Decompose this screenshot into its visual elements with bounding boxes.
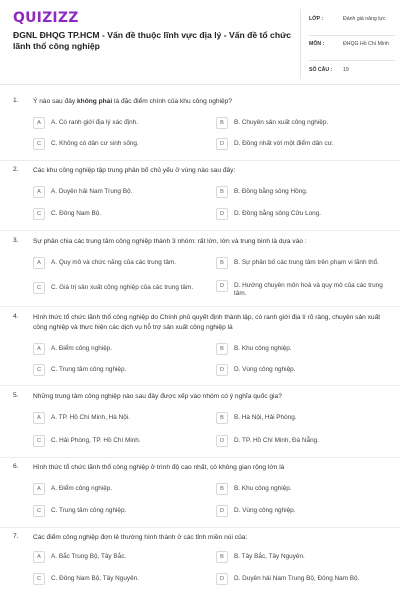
meta-subject-value: ĐHQG Hồ Chí Minh <box>343 41 389 47</box>
option-text: A. TP. Hồ Chí Minh, Hà Nội. <box>51 414 130 421</box>
meta-divider <box>309 60 395 61</box>
question-number: 6. <box>13 463 19 470</box>
question-number: 2. <box>13 166 19 173</box>
option-text: B. Đồng bằng sông Hồng. <box>234 188 308 195</box>
option-text: D. Hướng chuyên môn hoá và quy mô của các trung tâm. <box>234 282 383 297</box>
question-divider <box>0 527 400 528</box>
question-text: Ý nào sau đây không phải là đặc điểm chính của khu công nghiệp? <box>33 98 233 105</box>
option-text: C. Đông Nam Bộ, Tây Nguyên. <box>51 575 139 582</box>
meta-class-value: Đánh giá năng lực <box>343 16 386 22</box>
option-text: A. Duyên hải Nam Trung Bộ. <box>51 188 133 195</box>
option-letter: A <box>33 483 45 495</box>
question-divider <box>0 385 400 386</box>
option-letter: A <box>33 117 45 129</box>
question-text: Những trung tâm công nghiệp nào sau đây được xếp vào nhóm có ý nghĩa quốc gia? <box>33 393 282 400</box>
option-text: B. Chuyên sản xuất công nghiệp. <box>234 119 329 126</box>
option-letter: B <box>216 343 228 355</box>
option-letter: B <box>216 483 228 495</box>
option-text: A. Có ranh giới địa lý xác định. <box>51 119 138 126</box>
option-letter: C <box>33 208 45 220</box>
question-divider <box>0 457 400 458</box>
option-letter: A <box>33 551 45 563</box>
option-letter: A <box>33 412 45 424</box>
option-letter: B <box>216 551 228 563</box>
question-number: 7. <box>13 533 19 540</box>
option-text: D. Vùng công nghiệp. <box>234 507 296 514</box>
option-letter: B <box>216 257 228 269</box>
worksheet-header <box>0 0 400 82</box>
question-number: 3. <box>13 237 19 244</box>
option-letter: C <box>33 282 45 294</box>
option-letter: C <box>33 505 45 517</box>
meta-count-value: 19 <box>343 67 349 73</box>
option-text: D. Đồng nhất với một điểm dân cư. <box>234 140 334 147</box>
question-text: Hình thức tổ chức lãnh thổ công nghiệp do Chính phủ quyết định thành lập, có ranh giới địa lí rõ ràng, chuyên sản xuất công nghiệp và thực hiện các dịch vụ hỗ trợ sản xuất công nghiệp là <box>33 314 381 331</box>
option-text: B. Tây Bắc, Tây Nguyên. <box>234 553 305 560</box>
question-text: Các điểm công nghiệp đơn lẻ thường hình thành ở các tỉnh miền núi của: <box>33 534 248 541</box>
question-divider <box>0 306 400 307</box>
option-letter: B <box>216 186 228 198</box>
option-text: B. Sự phân bố các trung tâm trên phạm vi lãnh thổ. <box>234 259 379 266</box>
question-text: Hình thức tổ chức lãnh thổ công nghiệp ở trình độ cao nhất, có không gian rộng lớn là <box>33 464 285 471</box>
option-letter: D <box>216 208 228 220</box>
quizizz-logo: QUIZIZZ <box>13 10 79 26</box>
option-text: D. Duyên hải Nam Trung Bộ, Đông Nam Bộ. <box>234 575 360 582</box>
option-text: C. Giá trị sản xuất công nghiệp của các trung tâm. <box>51 284 194 291</box>
option-text: B. Khu công nghiệp. <box>234 485 292 492</box>
question-number: 4. <box>13 313 19 320</box>
option-letter: A <box>33 186 45 198</box>
question-text: Các khu công nghiệp tập trung phân bố chủ yếu ở vùng nào sau đây: <box>33 167 236 174</box>
option-text: C. Không có dân cư sinh sống. <box>51 140 139 147</box>
option-letter: D <box>216 280 228 292</box>
meta-divider <box>309 35 395 36</box>
option-text: B. Hà Nội, Hải Phòng. <box>234 414 297 421</box>
option-text: C. Trung tâm công nghiệp. <box>51 507 127 514</box>
option-text: A. Điểm công nghiệp. <box>51 485 113 492</box>
meta-count-label: SỐ CÂU : <box>309 67 333 73</box>
worksheet-meta <box>300 9 395 79</box>
option-text: A. Bắc Trung Bộ, Tây Bắc. <box>51 553 127 560</box>
option-letter: B <box>216 412 228 424</box>
question-number: 5. <box>13 392 19 399</box>
option-letter: C <box>33 138 45 150</box>
meta-class-label: LỚP : <box>309 16 324 22</box>
option-letter: D <box>216 505 228 517</box>
question-text: Sự phân chia các trung tâm công nghiệp thành 3 nhóm: rất lớn, lớn và trung bình là dựa vào : <box>33 238 307 245</box>
option-letter: C <box>33 364 45 376</box>
option-text: C. Đông Nam Bộ. <box>51 210 102 217</box>
option-text: D. Vùng công nghiệp. <box>234 366 296 373</box>
option-text: D. Đồng bằng sông Cửu Long. <box>234 210 322 217</box>
option-text: B. Khu công nghiệp. <box>234 345 292 352</box>
option-letter: B <box>216 117 228 129</box>
option-letter: C <box>33 573 45 585</box>
question-divider <box>0 230 400 231</box>
question-divider <box>0 160 400 161</box>
option-letter: D <box>216 573 228 585</box>
option-text: A. Điểm công nghiệp. <box>51 345 113 352</box>
meta-subject-label: MÔN : <box>309 41 325 47</box>
option-letter: C <box>33 435 45 447</box>
option-letter: D <box>216 364 228 376</box>
header-divider <box>0 84 400 85</box>
question-number: 1. <box>13 97 19 104</box>
option-text: C. Hải Phòng, TP. Hồ Chí Minh. <box>51 437 141 444</box>
option-text: A. Quy mô và chức năng của các trung tâm. <box>51 259 177 266</box>
option-letter: A <box>33 257 45 269</box>
option-text: C. Trung tâm công nghiệp. <box>51 366 127 373</box>
worksheet-title: ĐGNL ĐHQG TP.HCM - Vấn đề thuộc lĩnh vực địa lý - Vấn đề tổ chức lãnh thổ công nghiệp <box>13 30 292 51</box>
option-letter: A <box>33 343 45 355</box>
option-letter: D <box>216 435 228 447</box>
question-emphasis: không phải <box>77 98 113 105</box>
option-letter: D <box>216 138 228 150</box>
option-text: D. TP. Hồ Chí Minh, Đà Nẵng. <box>234 437 320 444</box>
